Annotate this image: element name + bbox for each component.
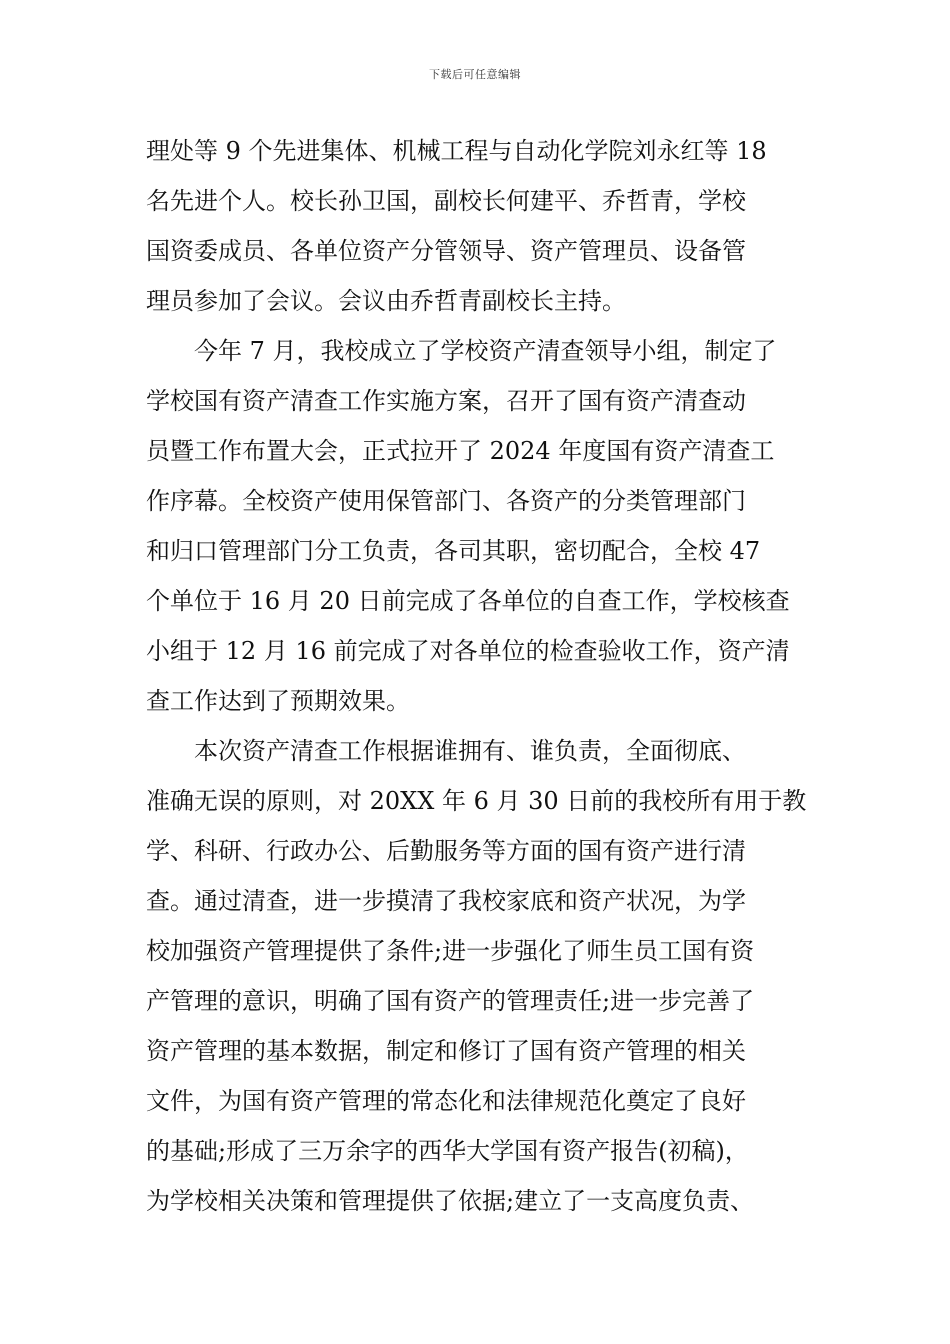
text-line: 今年 7 月，我校成立了学校资产清查领导小组，制定了 — [146, 337, 777, 365]
text-line: 名先进个人。校长孙卫国，副校长何建平、乔哲青，学校 — [146, 187, 746, 215]
text-line: 学、科研、行政办公、后勤服务等方面的国有资产进行清 — [146, 837, 746, 865]
text-line: 作序幕。全校资产使用保管部门、各资产的分类管理部门 — [146, 487, 746, 515]
text-line: 理员参加了会议。会议由乔哲青副校长主持。 — [146, 287, 626, 315]
text-line: 和归口管理部门分工负责，各司其职，密切配合，全校 47 — [146, 537, 761, 565]
text-line: 小组于 12 月 16 前完成了对各单位的检查验收工作，资产清 — [146, 637, 790, 665]
text-line: 校加强资产管理提供了条件;进一步强化了师生员工国有资 — [146, 937, 755, 965]
document-body — [146, 126, 806, 1226]
text-line: 的基础;形成了三万余字的西华大学国有资产报告(初稿)， — [146, 1137, 749, 1165]
text-line: 本次资产清查工作根据谁拥有、谁负责，全面彻底、 — [146, 737, 746, 765]
text-line: 产管理的意识，明确了国有资产的管理责任;进一步完善了 — [146, 987, 755, 1015]
text-line: 学校国有资产清查工作实施方案，召开了国有资产清查动 — [146, 387, 746, 415]
text-line: 国资委成员、各单位资产分管领导、资产管理员、设备管 — [146, 237, 746, 265]
text-line: 为学校相关决策和管理提供了依据;建立了一支高度负责、 — [146, 1187, 755, 1215]
text-line: 准确无误的原则，对 20XX 年 6 月 30 日前的我校所有用于教 — [146, 787, 806, 815]
text-line: 个单位于 16 月 20 日前完成了各单位的自查工作，学校核查 — [146, 587, 790, 615]
text-line: 资产管理的基本数据，制定和修订了国有资产管理的相关 — [146, 1037, 746, 1065]
text-line: 员暨工作布置大会，正式拉开了 2024 年度国有资产清查工 — [146, 437, 775, 465]
text-line: 理处等 9 个先进集体、机械工程与自动化学院刘永红等 18 — [146, 137, 767, 165]
page-header: 下载后可任意编辑 — [429, 68, 521, 81]
text-line: 查工作达到了预期效果。 — [146, 687, 410, 715]
text-line: 查。通过清查，进一步摸清了我校家底和资产状况，为学 — [146, 887, 746, 915]
text-line: 文件，为国有资产管理的常态化和法律规范化奠定了良好 — [146, 1087, 746, 1115]
